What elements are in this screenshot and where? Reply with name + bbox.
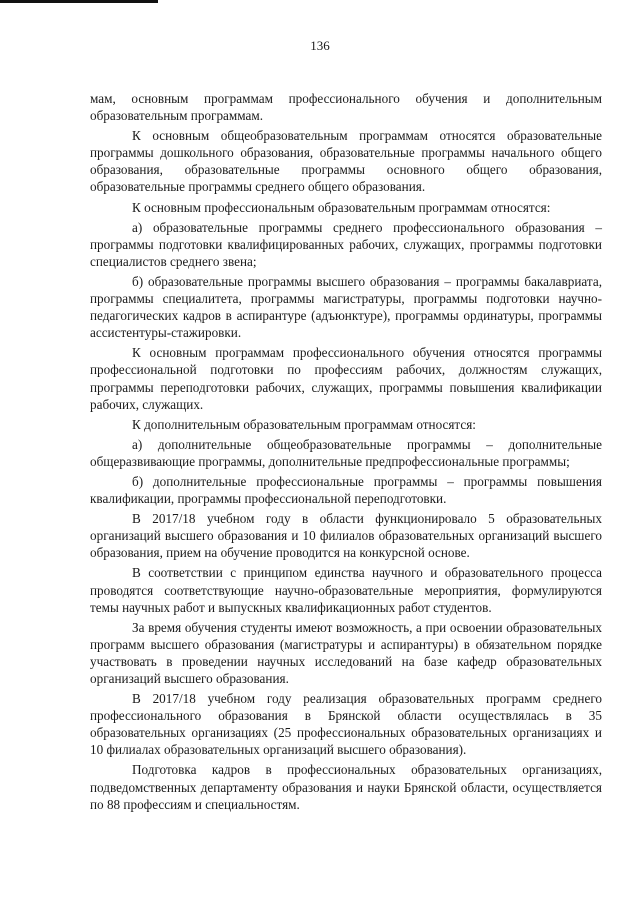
document-body	[90, 90, 602, 816]
paragraph: К дополнительным образовательным программам относятся:	[132, 416, 476, 432]
list-item: а) дополнительные общеобразовательные программы – дополнительные общеразвивающие программы, дополнительные предпрофессиональные программы;	[90, 436, 602, 469]
paragraph: В соответствии с принципом единства научного и образовательного процесса проводятся соответствующие научно-образовательные мероприятия, формулируются темы научных работ и выпускных квалификационных работ студентов.	[90, 565, 602, 615]
list-item: а) образовательные программы среднего профессионального образования – программы подготовки квалифицированных рабочих, служащих, программы подготовки специалистов среднего звена;	[90, 219, 602, 269]
page-number: 136	[310, 38, 330, 53]
paragraph: Подготовка кадров в профессиональных образовательных организациях, подведомственных департаменту образования и науки Брянской области, осуществляется по 88 профессиям и специальностям.	[90, 762, 602, 812]
paragraph: За время обучения студенты имеют возможность, а при освоении образовательных программ высшего образования (магистратуры и аспирантуры) в обязательном порядке участвовать в проведении научных исследований на базе кафедр образовательных организаций высшего образования.	[90, 619, 602, 686]
paragraph: К основным профессиональным образовательным программам относятся:	[132, 199, 551, 215]
paragraph: мам, основным программам профессионального обучения и дополнительным образовательным программам.	[90, 91, 602, 124]
top-edge-rule	[0, 0, 158, 3]
paragraph: К основным программам профессионального обучения относятся программы профессиональной подготовки по профессиям рабочих, должностям служащих, программы переподготовки рабочих, служащих, программы повышения квалификации рабочих, служащих.	[90, 345, 602, 412]
list-item: б) дополнительные профессиональные программы – программы повышения квалификации, программы профессиональной переподготовки.	[90, 473, 602, 507]
paragraph: В 2017/18 учебном году реализация образовательных программ среднего профессионального образования в Брянской области осуществлялась в 35 образовательных организациях (25 профессиональных образовательных организациях и 10 филиалах образовательных организаций высшего образования).	[90, 691, 602, 758]
paragraph: В 2017/18 учебном году в области функционировало 5 образовательных организаций высшего образования и 10 филиалов образовательных организаций высшего образования, прием на обучение проводится на конкурсной основе.	[90, 511, 602, 561]
paragraph: К основным общеобразовательным программам относятся образовательные программы дошкольного образования, образовательные программы начального общего образования, образовательные программы основного общего образования, образовательные программы среднего общего образования.	[90, 128, 602, 195]
list-item: б) образовательные программы высшего образования – программы бакалавриата, программы специалитета, программы магистратуры, программы подготовки научно-педагогических кадров в аспирантуре (адъюнктуре), программы ординатуры, программы ассистентуры-стажировки.	[90, 273, 602, 341]
